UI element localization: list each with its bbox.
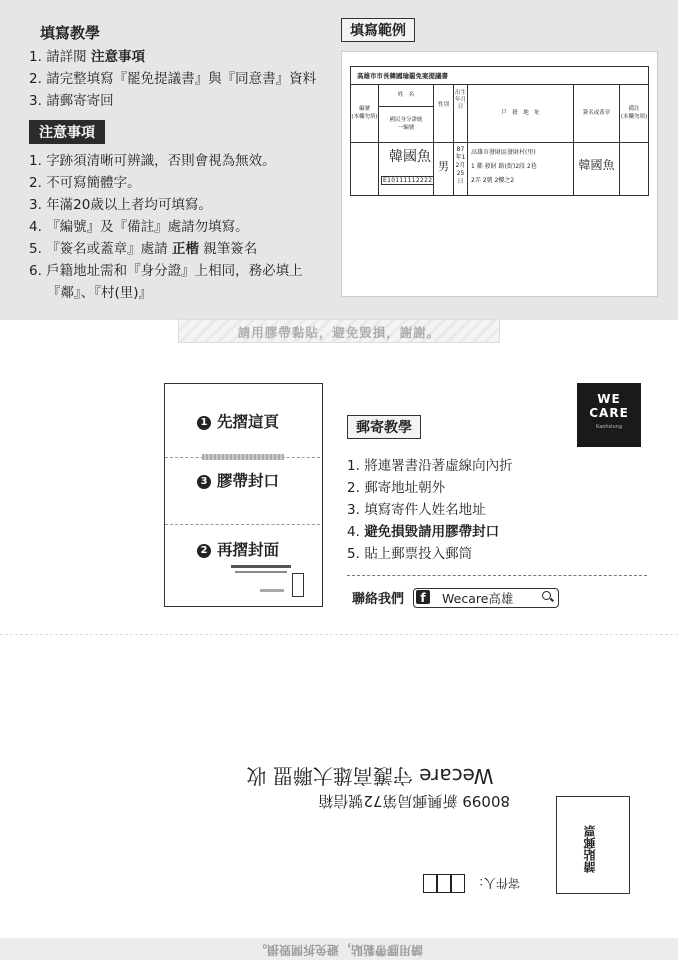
sender-label: 寄件人： [471,876,520,890]
sender-box[interactable] [423,874,437,893]
stamp-box [556,796,630,894]
notice-item: 2. 不可寫簡體字。 [29,175,141,191]
fill-step: 2. 請完整填寫『罷免提議書』與『同意書』資料 [29,71,317,87]
recipient-name: Wecare 守護高雄大聯盟 收 [246,764,494,788]
envelope-address-block [290,790,510,812]
mail-step: 1. 將連署書沿著虛線向內折 [347,458,513,474]
sample-form-card [341,51,658,297]
notice-item: 5. 『簽名或蓋章』處請 正楷 親筆簽名 [29,241,258,257]
handwritten-address: 高雄市發財區發財村(里) 1 鄰 發財 路(街)2段 2巷 2弄 2號 2樓之2 [468,142,574,195]
header-birth: 出生年月日 [454,84,468,142]
sender-box[interactable] [437,874,451,893]
fill-step: 3. 請郵寄寄回 [29,93,114,109]
sender-box[interactable] [451,874,465,893]
mini-address-line [231,565,291,568]
facebook-search-box[interactable] [413,588,559,608]
mail-steps-list [347,455,513,565]
cell-name-id [379,142,434,195]
contact-label: 聯絡我們 [352,592,405,607]
sample-form-frame [350,66,649,196]
facebook-page-name: Wecare高雄 [442,591,514,606]
tape-strip [202,454,284,460]
step-number-badge: 3 [197,475,211,489]
recipient-address: 80099 新興郵局第72號信箱 [318,792,510,810]
fold-step-3: 3 膠帶封口 [197,469,279,491]
form-title: 高雄市市長韓國瑜罷免案提議書 [357,72,448,80]
form-header-row [351,84,648,142]
tape-banner: 請用膠帶黏貼，避免毀損，謝謝。 [178,319,500,343]
fold-diagram [164,383,323,607]
fold-step-2: 2 再摺封面 [197,538,279,560]
handwritten-id: E10111112222 [383,177,433,184]
notice-section-title: 注意事項 [29,120,105,144]
mail-step: 3. 填寫寄件人姓名地址 [347,502,486,518]
fold-line [165,524,320,525]
fill-steps-list [29,46,316,112]
mini-stamp-box [292,573,304,597]
fold-line [0,634,678,635]
mail-section-title: 郵寄教學 [347,415,421,439]
wecare-logo: WE CARE Kaohsiung [577,383,641,447]
notice-list [29,150,303,304]
notice-item: 4. 『編號』及『備註』處請勿填寫。 [29,219,249,235]
mail-step: 4. 避免損毀請用膠帶封口 [347,524,500,540]
form-filled-row [351,142,648,195]
step-number-badge: 2 [197,544,211,558]
mail-step: 2. 郵寄地址朝外 [347,480,446,496]
handwritten-signature: 韓國魚 [574,142,620,195]
sender-block [420,870,520,894]
search-icon-handle [550,598,554,602]
fill-section-title: 填寫教學 [40,24,101,42]
fill-step: 1. 請詳閱 注意事項 [29,49,145,65]
fold-step-1: 1 先摺這頁 [197,410,279,432]
handwritten-name: 韓國魚 [389,149,431,165]
header-name-id: 姓 名 國民身分證統一編號 [379,84,434,142]
cell-number [351,142,379,195]
mail-step: 5. 貼上郵票投入郵筒 [347,546,473,562]
notice-item: 6. 戶籍地址需和『身分證』上相同，務必填上 [29,263,303,279]
header-sign: 簽名或蓋章 [574,84,620,142]
header-remark: 備註 (本欄勿填) [620,106,648,120]
notice-item: 3. 年滿20歲以上者均可填寫。 [29,197,212,213]
mini-address-line [235,571,287,573]
header-gender: 性別 [434,84,454,142]
mini-sender-line [260,589,284,592]
header-address: 戶 籍 地 址 [468,84,574,142]
notice-item: 『鄰』、『村(里)』 [47,285,153,301]
handwritten-gender: 男 [434,142,454,195]
handwritten-birth: 87年12月25日 [454,142,468,195]
sample-section-title: 填寫範例 [341,18,415,42]
stamp-label: 請貼郵票 [583,825,597,873]
envelope-recipient-block [230,752,510,792]
bottom-banner-text: 請用膠帶黏貼，避免拆開毀損。 [255,943,424,957]
bottom-tape-banner [0,938,678,960]
step-number-badge: 1 [197,416,211,430]
facebook-icon: f [416,590,430,604]
notice-item: 1. 字跡須清晰可辨識，否則會視為無效。 [29,153,276,169]
header-number: 編號 (本欄勿填) [351,84,379,142]
divider [347,575,647,576]
